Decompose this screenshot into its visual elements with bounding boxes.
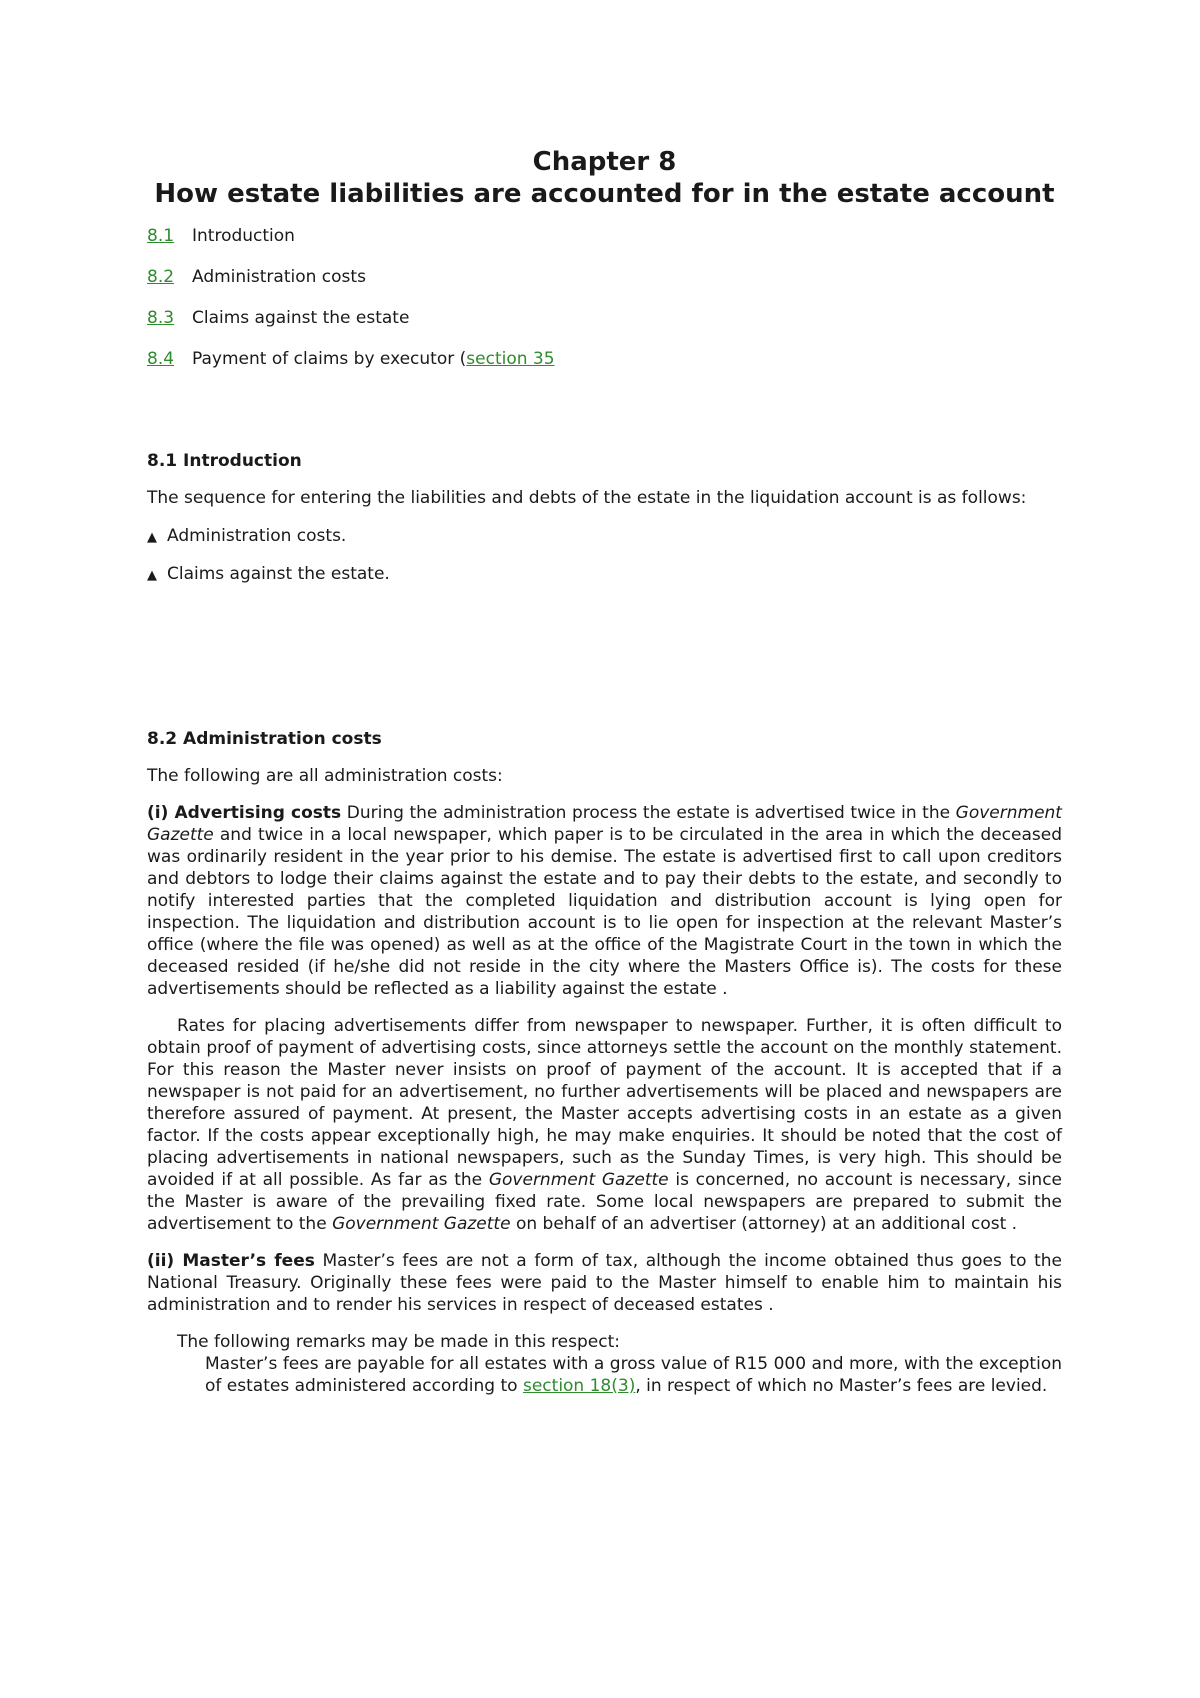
section-18-3-link[interactable]: section 18(3) — [522, 1376, 636, 1396]
table-of-contents — [147, 226, 1062, 390]
bullet-text: Administration costs. — [167, 526, 347, 546]
section-administration-costs — [147, 728, 1062, 1397]
chapter-number: Chapter 8 — [532, 147, 677, 177]
toc-link-8-4[interactable]: 8.4 — [147, 349, 175, 369]
para-text: During the administration process the estate is advertised twice in the — [341, 803, 956, 823]
section-heading-intro: 8.1 Introduction — [147, 451, 302, 471]
toc-item — [147, 349, 1062, 369]
toc-link-8-2[interactable]: 8.2 — [147, 267, 175, 287]
chapter-main-title: How estate liabilities are accounted for in the estate account — [154, 179, 1055, 209]
advertising-rates-paragraph — [147, 1015, 1062, 1235]
remarks-lead: The following remarks may be made in this respect: — [177, 1332, 620, 1352]
remarks-paragraph — [205, 1353, 1062, 1397]
chapter-title-block — [147, 146, 1062, 210]
toc-label: Administration costs — [192, 267, 366, 287]
list-item — [147, 525, 1062, 547]
section-heading-admin: 8.2 Administration costs — [147, 729, 382, 749]
section-introduction — [147, 450, 1062, 585]
toc-label: Introduction — [192, 226, 295, 246]
toc-link-8-3[interactable]: 8.3 — [147, 308, 175, 328]
para-text: is concerned, no account is necessary, since the Master is aware of the prevailing fixed rate. Some local newspapers are prepared to submit the advertisement to the — [147, 1170, 1062, 1234]
toc-label-text: Payment of claims by executor ( — [192, 349, 467, 369]
advertising-costs-paragraph — [147, 802, 1062, 1000]
triangle-bullet-icon: ▲ — [147, 568, 157, 583]
section-35-link[interactable]: section 35 — [466, 349, 555, 369]
para-text: Master’s fees are not a form of tax, although the income obtained thus goes to the National Treasury. Originally these fees were paid to the Master himself to enable him to maintain his administration and to render his services in respect of deceased estates . — [147, 1251, 1062, 1315]
para-text: and twice in a local newspaper, which paper is to be circulated in the area in which the deceased was ordinarily resident in the year prior to his demise. The estate is advertised first to call upon creditors and debtors to lodge their claims against the estate and to pay their debts to the estate, and secondly to notify interested parties that the completed liquidation and distribution account is lying open for inspection. The liquidation and distribution account is to lie open for inspection at the relevant Master’s office (where the file was opened) as well as at the office of the Magistrate Court in the town in which the deceased resided (if he/she did not reside in the city where the Masters Office is). The costs for these advertisements should be reflected as a liability against the estate . — [147, 825, 1062, 999]
toc-label — [192, 349, 555, 369]
para-text: Rates for placing advertisements differ from newspaper to newspaper. Further, it is often difficult to obtain proof of payment of advertising costs, since attorneys settle the account on the monthly statement. For this reason the Master never insists on proof of payment of the account. It is accepted that if a newspaper is not paid for an advertisement, no further advertisements will be placed and newspapers are therefore assured of payment. At present, the Master accepts advertising costs in an estate as a given factor. If the costs appear exceptionally high, he may make enquiries. It should be noted that the cost of placing advertisements in national newspapers, such as the Sunday Times, is very high. This should be avoided if at all possible. As far as the — [147, 1016, 1062, 1190]
para-text: on behalf of an advertiser (attorney) at an additional cost . — [510, 1214, 1018, 1234]
toc-item — [147, 267, 1062, 287]
toc-link-8-1[interactable]: 8.1 — [147, 226, 175, 246]
toc-item — [147, 226, 1062, 246]
masters-fees-paragraph — [147, 1250, 1062, 1316]
gazette-italic: Government Gazette — [488, 1170, 669, 1190]
bullet-text: Claims against the estate. — [167, 564, 390, 584]
advertising-costs-label: (i) Advertising costs — [147, 803, 342, 823]
triangle-bullet-icon: ▲ — [147, 530, 157, 545]
masters-fees-label: (ii) Master’s fees — [147, 1251, 315, 1271]
gazette-italic: Government Gazette — [147, 803, 1062, 845]
intro-text: The sequence for entering the liabilities and debts of the estate in the liquidation account is as follows: — [147, 488, 1027, 508]
para-text: , in respect of which no Master’s fees are levied. — [635, 1376, 1048, 1396]
list-item — [147, 563, 1062, 585]
para-text: Master’s fees are payable for all estates with a gross value of R15 000 and more, with the exception of estates administered according to — [205, 1354, 1062, 1396]
toc-label: Claims against the estate — [192, 308, 410, 328]
admin-lead: The following are all administration costs: — [147, 766, 503, 786]
gazette-italic: Government Gazette — [332, 1214, 511, 1234]
toc-item — [147, 308, 1062, 328]
